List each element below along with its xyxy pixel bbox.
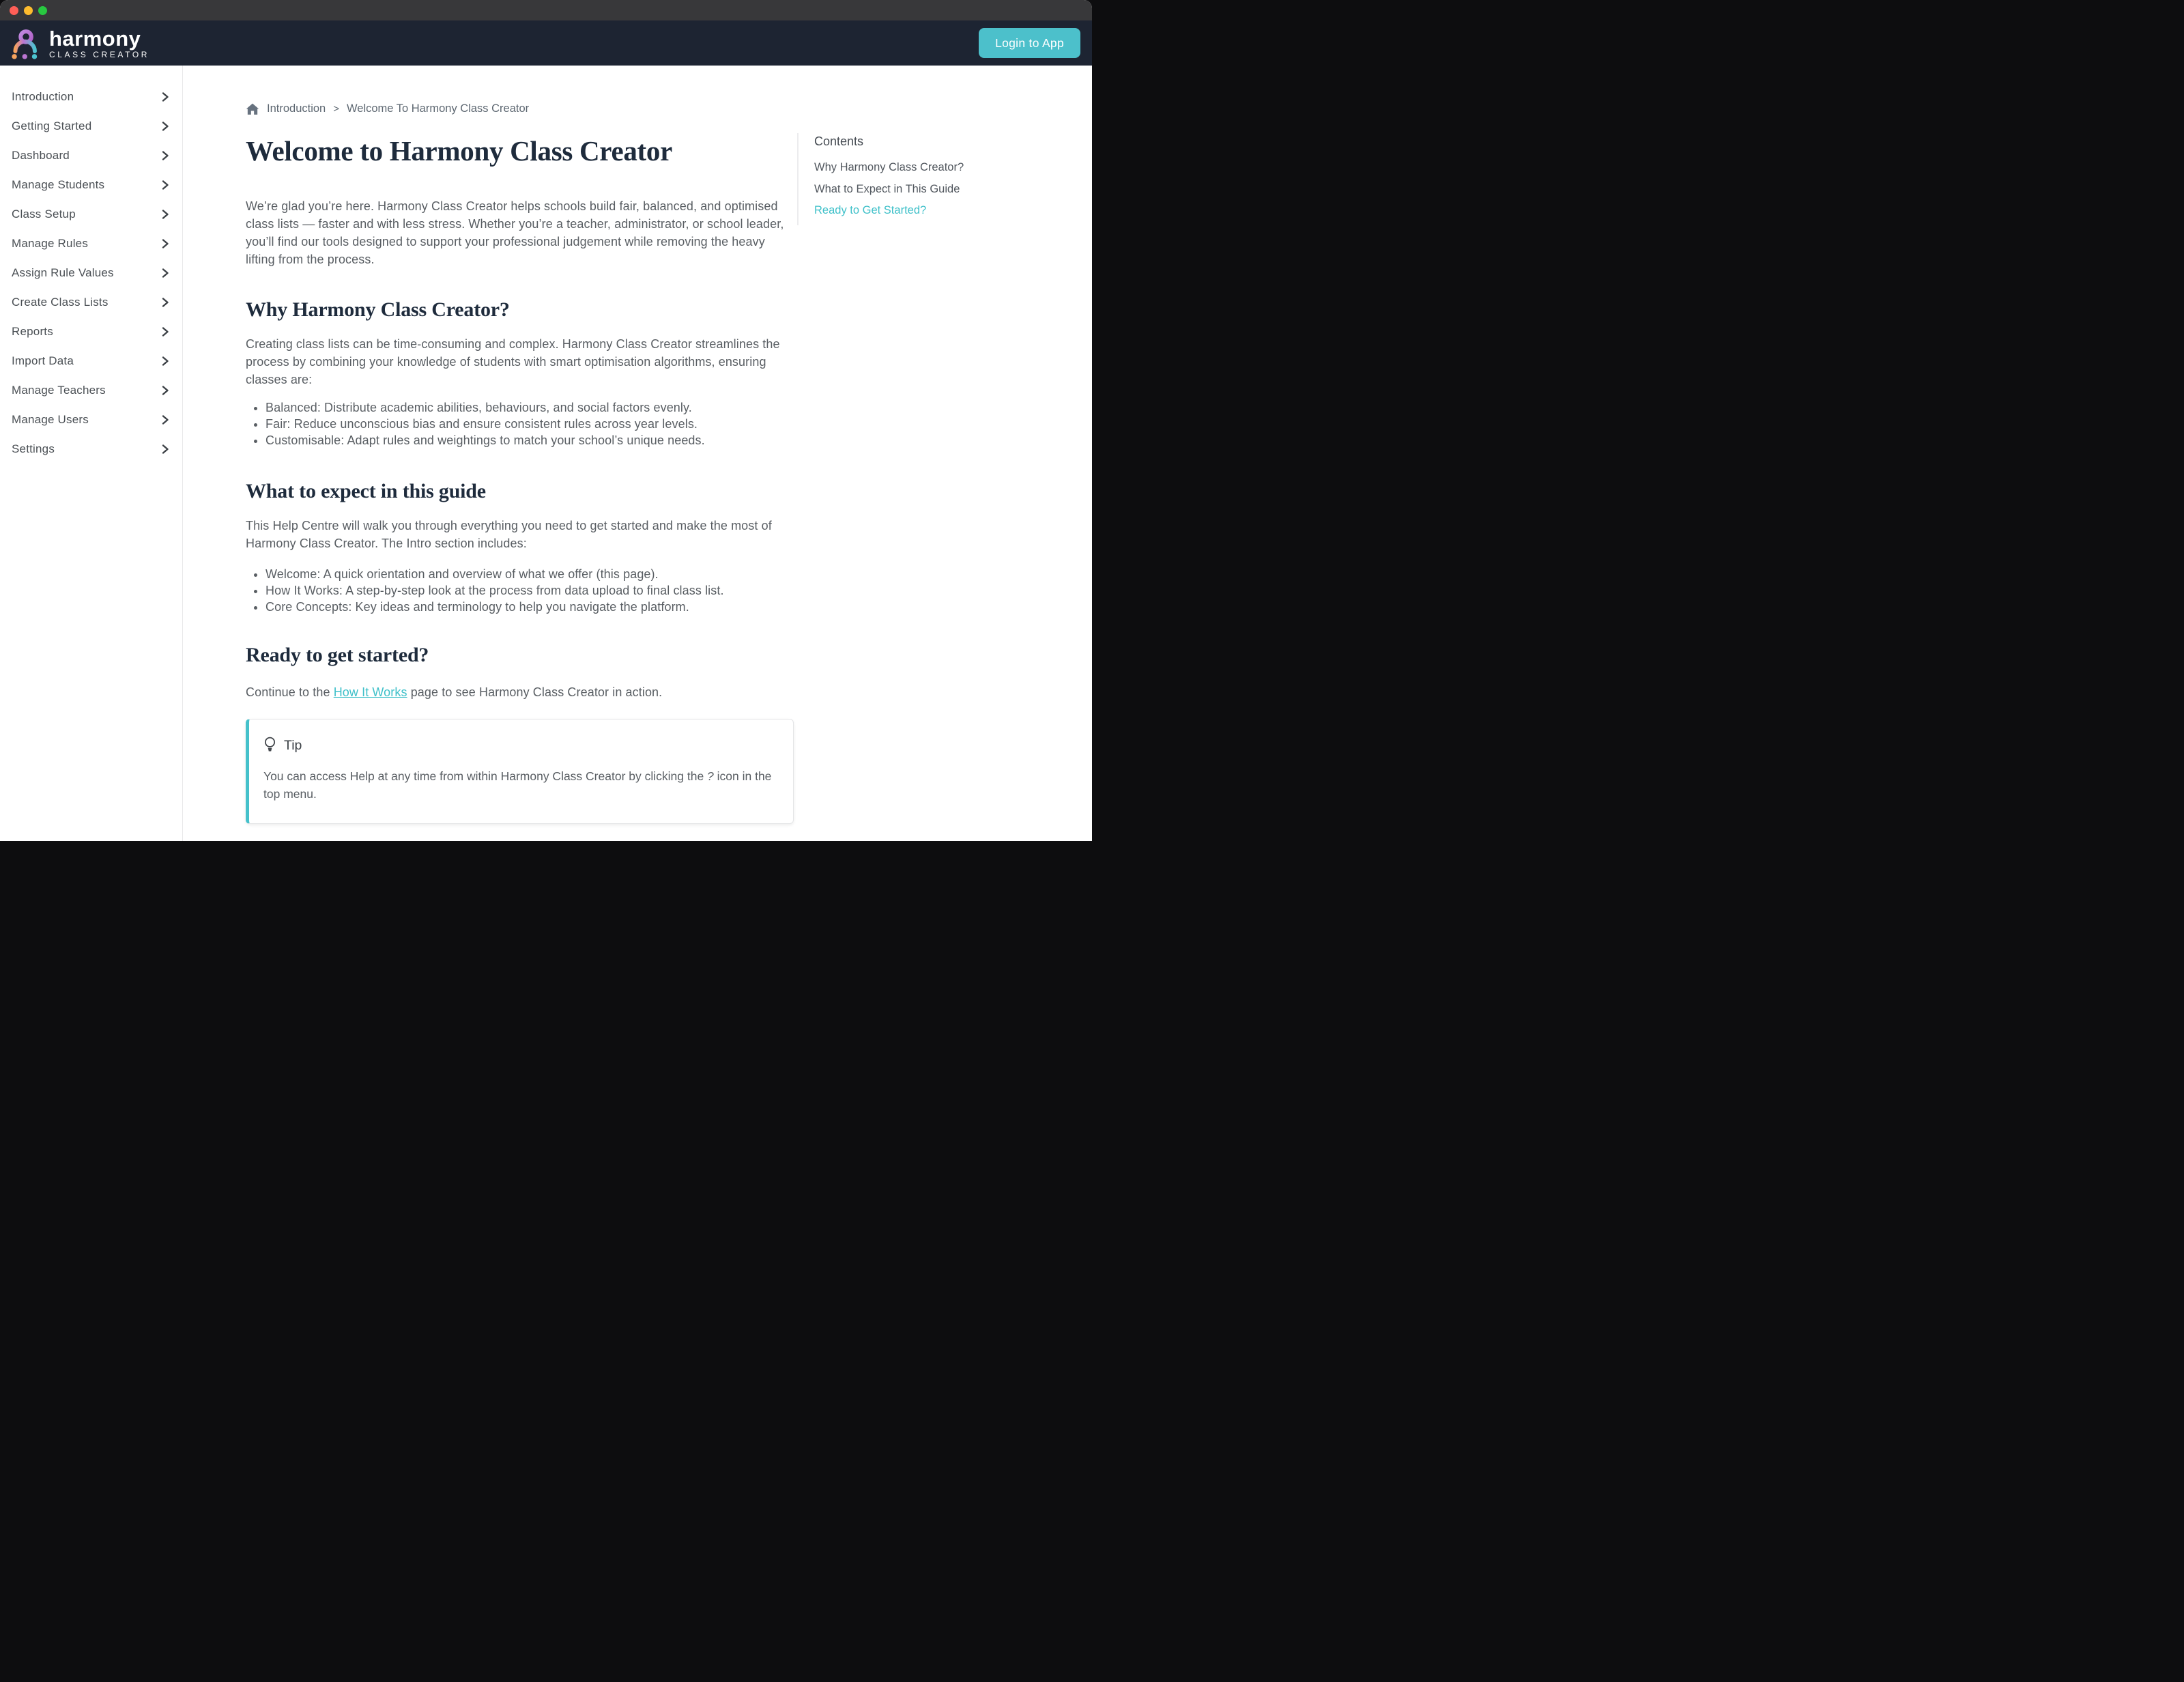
zoom-window-button[interactable] xyxy=(38,6,47,15)
toc-link-what-to-expect[interactable]: What to Expect in This Guide xyxy=(814,182,960,195)
chevron-right-icon xyxy=(161,414,169,425)
lightbulb-icon xyxy=(263,737,276,754)
section-what-to-expect xyxy=(246,480,788,615)
tip-body xyxy=(263,767,775,803)
close-window-button[interactable] xyxy=(10,6,18,15)
sidebar-item-introduction[interactable] xyxy=(0,82,182,111)
tip-body-suffix: icon in the top menu. xyxy=(263,769,772,801)
breadcrumb-separator: > xyxy=(333,103,339,115)
chevron-right-icon xyxy=(161,238,169,249)
sidebar-item-manage-users[interactable] xyxy=(0,405,182,434)
sidebar-item-dashboard[interactable] xyxy=(0,141,182,170)
sidebar-item-reports[interactable] xyxy=(0,317,182,346)
app-body xyxy=(0,66,1092,841)
brand-name: harmony xyxy=(49,26,141,51)
login-to-app-button[interactable]: Login to App xyxy=(979,28,1080,58)
chevron-right-icon xyxy=(161,385,169,396)
sidebar-item-settings[interactable] xyxy=(0,434,182,464)
contents-title: Contents xyxy=(814,134,864,148)
sidebar-item-manage-rules[interactable] xyxy=(0,229,182,258)
tip-body-prefix: You can access Help at any time from within Harmony Class Creator by clicking the xyxy=(263,769,708,783)
contents-panel xyxy=(797,66,1002,841)
harmony-logo-icon xyxy=(11,27,42,60)
sidebar-item-label: Manage Students xyxy=(12,177,105,191)
brand-logo[interactable] xyxy=(11,26,149,60)
chevron-right-icon xyxy=(161,297,169,308)
home-icon[interactable] xyxy=(246,102,259,115)
sidebar-item-label: Reports xyxy=(12,324,53,338)
section-paragraph: This Help Centre will walk you through everything you need to get started and make the most of Harmony Class Creator. The Intro section includes: xyxy=(246,519,772,550)
chevron-right-icon xyxy=(161,150,169,161)
list-item: • Customisable: Adapt rules and weightings to match your school’s unique needs. xyxy=(265,432,788,448)
breadcrumb-link-introduction[interactable]: Introduction xyxy=(267,102,326,115)
link-line-prefix: Continue to the xyxy=(246,685,334,699)
tip-body-question-mark: ? xyxy=(707,769,714,783)
section-heading-expect: What to expect in this guide xyxy=(246,480,486,502)
toc-link-ready-to-get-started[interactable]: Ready to Get Started? xyxy=(814,204,927,216)
continue-paragraph xyxy=(246,683,788,701)
sidebar-item-label: Settings xyxy=(12,442,55,455)
sidebar-item-label: Import Data xyxy=(12,354,74,367)
chevron-right-icon xyxy=(161,180,169,190)
list-item: • How It Works: A step-by-step look at the process from data upload to final class list. xyxy=(265,582,788,599)
section-paragraph: Creating class lists can be time-consuming and complex. Harmony Class Creator streamlines the process by combining your knowledge of students with smart optimisation algorithms, ensuring classes are: xyxy=(246,337,780,386)
list-item: • Welcome: A quick orientation and overview of what we offer (this page). xyxy=(265,566,788,582)
chevron-right-icon xyxy=(161,91,169,102)
guide-contents-list xyxy=(246,566,788,615)
list-item: • Core Concepts: Key ideas and terminology to help you navigate the platform. xyxy=(265,599,788,615)
tip-header xyxy=(263,737,777,754)
page-title: Welcome to Harmony Class Creator xyxy=(246,135,672,167)
benefits-list xyxy=(246,399,788,448)
sidebar-item-label: Manage Users xyxy=(12,412,89,426)
link-line-suffix: page to see Harmony Class Creator in action. xyxy=(407,685,663,699)
brand-subtitle: CLASS CREATOR xyxy=(49,49,150,59)
section-heading-ready: Ready to get started? xyxy=(246,644,429,666)
sidebar-item-manage-students[interactable] xyxy=(0,170,182,199)
sidebar-item-label: Create Class Lists xyxy=(12,295,109,309)
sidebar-item-label: Assign Rule Values xyxy=(12,266,114,279)
chevron-right-icon xyxy=(161,444,169,455)
sidebar-item-label: Dashboard xyxy=(12,148,70,162)
sidebar-item-create-class-lists[interactable] xyxy=(0,287,182,317)
sidebar-item-label: Introduction xyxy=(12,89,74,103)
chevron-right-icon xyxy=(161,209,169,220)
tip-title: Tip xyxy=(284,737,302,753)
sidebar-item-label: Manage Rules xyxy=(12,236,89,250)
sidebar-item-label: Getting Started xyxy=(12,119,92,132)
main-content xyxy=(183,66,797,841)
contents-inner xyxy=(797,133,1002,225)
sidebar-item-class-setup[interactable] xyxy=(0,199,182,229)
toc-link-why-harmony[interactable]: Why Harmony Class Creator? xyxy=(814,161,964,173)
chevron-right-icon xyxy=(161,326,169,337)
sidebar-item-label: Class Setup xyxy=(12,207,76,220)
section-why-harmony xyxy=(246,298,788,448)
intro-paragraph: We’re glad you’re here. Harmony Class Creator helps schools build fair, balanced, and optimised class lists — faster and with less stress. Whether you’re a teacher, administrator, or school leader, you’ll find our tools designed to support your professional judgement while removing the heavy lifting from the process. xyxy=(246,199,784,266)
how-it-works-link[interactable]: How It Works xyxy=(333,685,407,699)
sidebar-item-manage-teachers[interactable] xyxy=(0,375,182,405)
list-item: • Fair: Reduce unconscious bias and ensure consistent rules across year levels. xyxy=(265,416,788,432)
chevron-right-icon xyxy=(161,356,169,367)
sidebar-item-assign-rule-values[interactable] xyxy=(0,258,182,287)
list-item: • Balanced: Distribute academic abilities, behaviours, and social factors evenly. xyxy=(265,399,788,416)
chevron-right-icon xyxy=(161,121,169,132)
window-titlebar xyxy=(0,0,1092,20)
tip-callout xyxy=(246,719,794,824)
section-ready xyxy=(246,644,788,824)
sidebar-item-label: Manage Teachers xyxy=(12,383,106,397)
breadcrumb-current-page[interactable]: Welcome To Harmony Class Creator xyxy=(347,102,530,115)
sidebar-item-import-data[interactable] xyxy=(0,346,182,375)
sidebar-item-getting-started[interactable] xyxy=(0,111,182,141)
section-heading-why: Why Harmony Class Creator? xyxy=(246,298,510,321)
top-navbar xyxy=(0,20,1092,66)
chevron-right-icon xyxy=(161,268,169,279)
sidebar-nav xyxy=(0,66,183,841)
breadcrumb xyxy=(246,102,797,115)
app-window xyxy=(0,0,1092,841)
minimize-window-button[interactable] xyxy=(24,6,33,15)
